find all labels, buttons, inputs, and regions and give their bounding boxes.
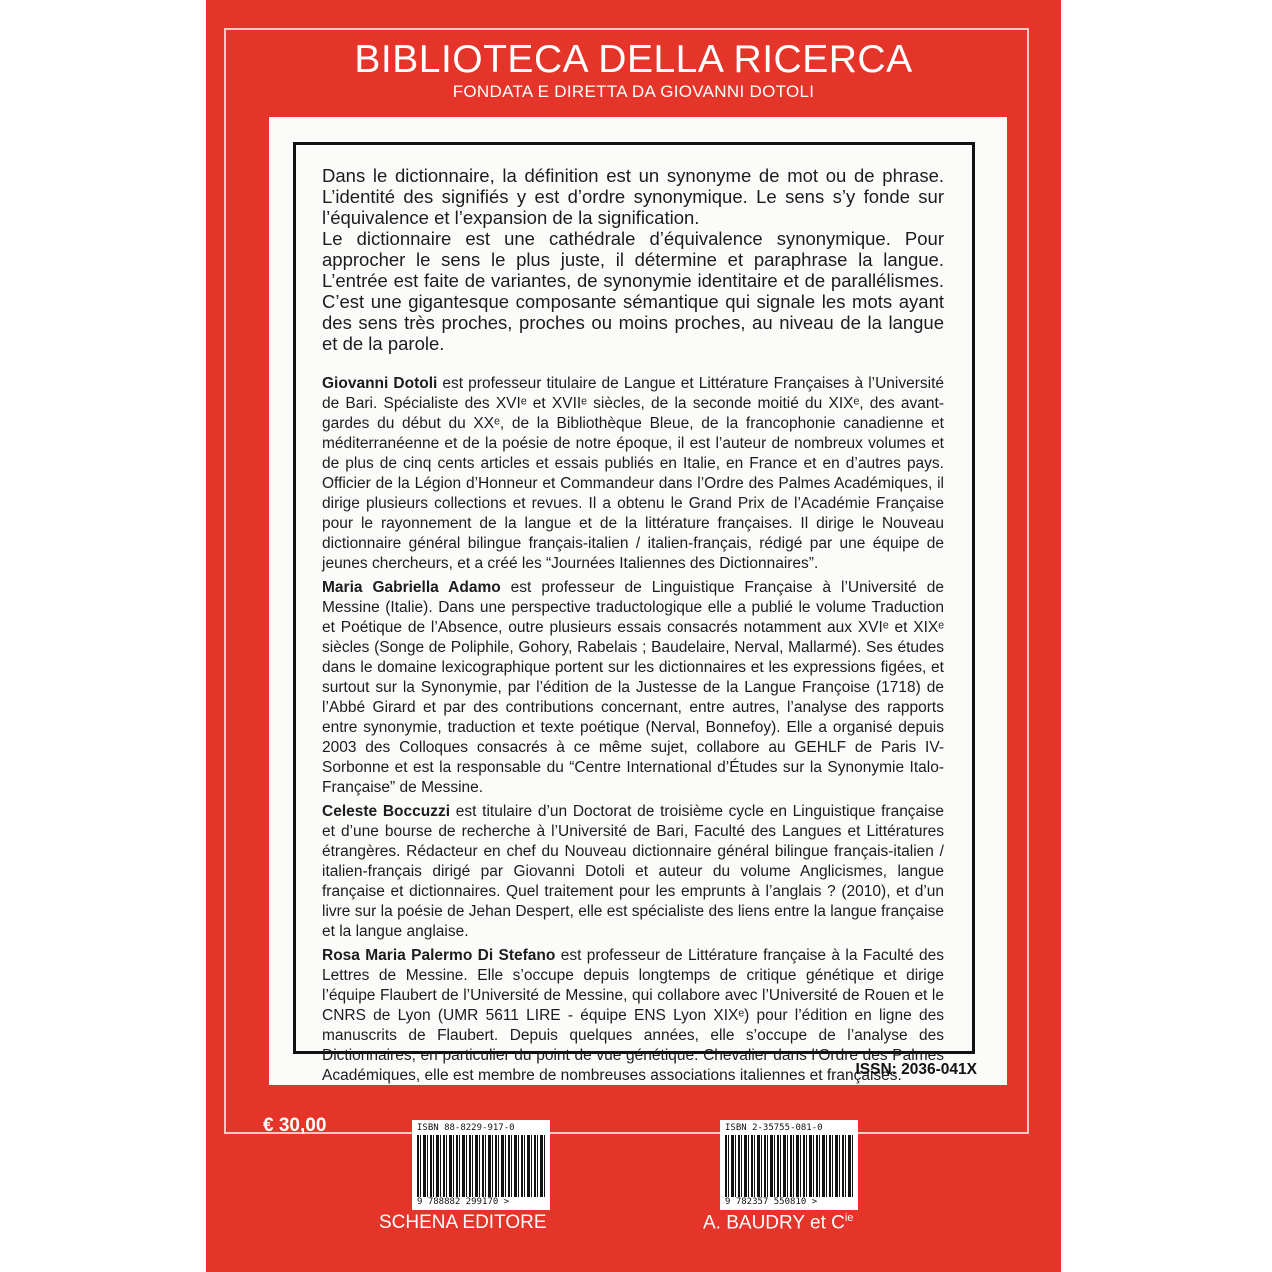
publisher-name: A. BAUDRY et C xyxy=(703,1212,845,1234)
author-name: Celeste Boccuzzi xyxy=(322,803,451,820)
bio-paragraph xyxy=(322,802,944,942)
author-bio: est titulaire d’un Doctorat de troisième cycle en Linguistique française et d’une bourse de recherche à l’Université de Bari, Faculté des Langues et Littératures étrangères. Rédacteur en chef du Nouveau dictionnaire général bilingue français-italien / italien-français dirigé par Giovanni Dotoli et auteur du volume Anglicismes, langue française et dictionnaires. Quel traitement pour les emprunts à l’anglais ? (2010), et d’un livre sur la poésie de Jehan Despert, elle est spécialiste des liens entre la langue française et la langue anglaise. xyxy=(322,803,944,940)
barcode-bars xyxy=(417,1135,545,1197)
intro-line: Le dictionnaire est une cathédrale d’équivalence synonymique. Pour approcher le sens le plus juste, il détermine et paraphrase la langue. L’entrée est faite de variantes, de synonymie identitaire et de parallélismes. C’est une gigantesque composante sémantique qui signale les mots ayant des sens très proches, proches ou moins proches, au niveau de la langue et de la parole. xyxy=(322,228,944,354)
price-label: € 30,00 xyxy=(263,1115,327,1136)
series-subtitle: FONDATA E DIRETTA DA GIOVANNI DOTOLI xyxy=(452,82,815,101)
text-panel xyxy=(269,117,1007,1085)
bio-paragraph xyxy=(322,946,944,1086)
back-cover xyxy=(206,0,1061,1272)
text-content xyxy=(322,165,944,1090)
isbn-text: ISBN 2-35755-081-0 xyxy=(725,1123,823,1133)
author-bio: est professeur de Linguistique Française à l’Université de Messine (Italie). Dans une perspective traductologique elle a publié le volume Traduction et Poétique de l’Absence, outre plusieurs essais consacrés notamment aux XVIᵉ et XIXᵉ siècles (Songe de Poliphile, Gohory, Rabelais ; Baudelaire, Nerval, Mallarmé). Ses études dans le domaine lexicographique portent sur les dictionnaires et les expressions figées, et surtout sur la Synonymie, par l’édition de la Justesse de la Langue Françoise (1718) de l’Abbé Girard et par des contributions concernant, entre autres, l’analyse des rapports entre synonymie, traduction et texte poétique (Nerval, Bonnefoy). Elle a organisé depuis 2003 des Colloques consacrés à ce même sujet, collabore au GEHLF de Paris IV-Sorbonne et est la responsable du “Centre International d’Études sur la Synonymie Italo-Française” de Messine. xyxy=(322,579,944,796)
barcode-baudry xyxy=(720,1120,858,1210)
author-bio: est professeur de Littérature française à la Faculté des Lettres de Messine. Elle s’occupe depuis longtemps de critique génétique et dirige l’équipe Flaubert de l’Université de Messine, qui collabore avec l’Université de Rouen et le CNRS de Lyon (UMR 5611 LIRE - équipe ENS Lyon XIXᵉ) pour l’édition en ligne des manuscrits de Flaubert. Depuis quelques années, elle s’occupe de l’analyse des Dictionnaires, en particulier du point de vue génétique. Chevalier dans l’Ordre des Palmes Académiques, elle est membre de nombreuses associations italiennes et françaises. xyxy=(322,947,945,1084)
author-bio: est professeur titulaire de Langue et Littérature Françaises à l’Université de Bari. Spécialiste des XVIᵉ et XVIIᵉ siècles, de la seconde moitié du XIXᵉ, des avant-gardes du début du XXᵉ, de la Bibliothèque Bleue, de la francophonie canadienne et méditerranéenne et de la poésie de notre époque, il est l’auteur de nombreux volumes et de plus de cinq cents articles et essais publiés en Italie, en France et en d’autres pays. Officier de la Légion d’Honneur et Commandeur dans l’Ordre des Palmes Académiques, il dirige plusieurs collections et revues. Il a obtenu le Grand Prix de l’Académie Française pour le rayonnement de la langue et de la littérature françaises. Il dirige le Nouveau dictionnaire général bilingue français-italien / italien-français, rédigé par une équipe de jeunes chercheurs, et a créé les “Journées Italiennes des Dictionnaires”. xyxy=(322,375,944,572)
publisher-superscript: ie xyxy=(844,1212,854,1224)
issn-label: ISSN: 2036-041X xyxy=(855,1061,977,1078)
barcode-schena xyxy=(412,1120,550,1210)
series-title: BIBLIOTECA DELLA RICERCA xyxy=(354,38,913,81)
publisher-schena: SCHENA EDITORE xyxy=(379,1212,547,1233)
author-name: Maria Gabriella Adamo xyxy=(322,579,501,596)
intro-line: Dans le dictionnaire, la définition est un synonyme de mot ou de phrase. L’identité des signifiés y est d’ordre synonymique. Le sens s’y fonde sur l’équivalence et l’expansion de la signification. xyxy=(322,165,944,228)
bio-paragraph xyxy=(322,578,944,798)
author-name: Giovanni Dotoli xyxy=(322,375,438,392)
ean-digits: 9 788882 299170 > xyxy=(417,1197,510,1207)
bio-paragraph xyxy=(322,374,944,574)
ean-digits: 9 782357 550810 > xyxy=(725,1197,818,1207)
intro-paragraph xyxy=(322,165,944,354)
barcode-bars xyxy=(725,1135,853,1197)
isbn-text: ISBN 88-8229-917-0 xyxy=(417,1123,515,1133)
author-name: Rosa Maria Palermo Di Stefano xyxy=(322,947,556,964)
publisher-baudry xyxy=(703,1212,853,1234)
